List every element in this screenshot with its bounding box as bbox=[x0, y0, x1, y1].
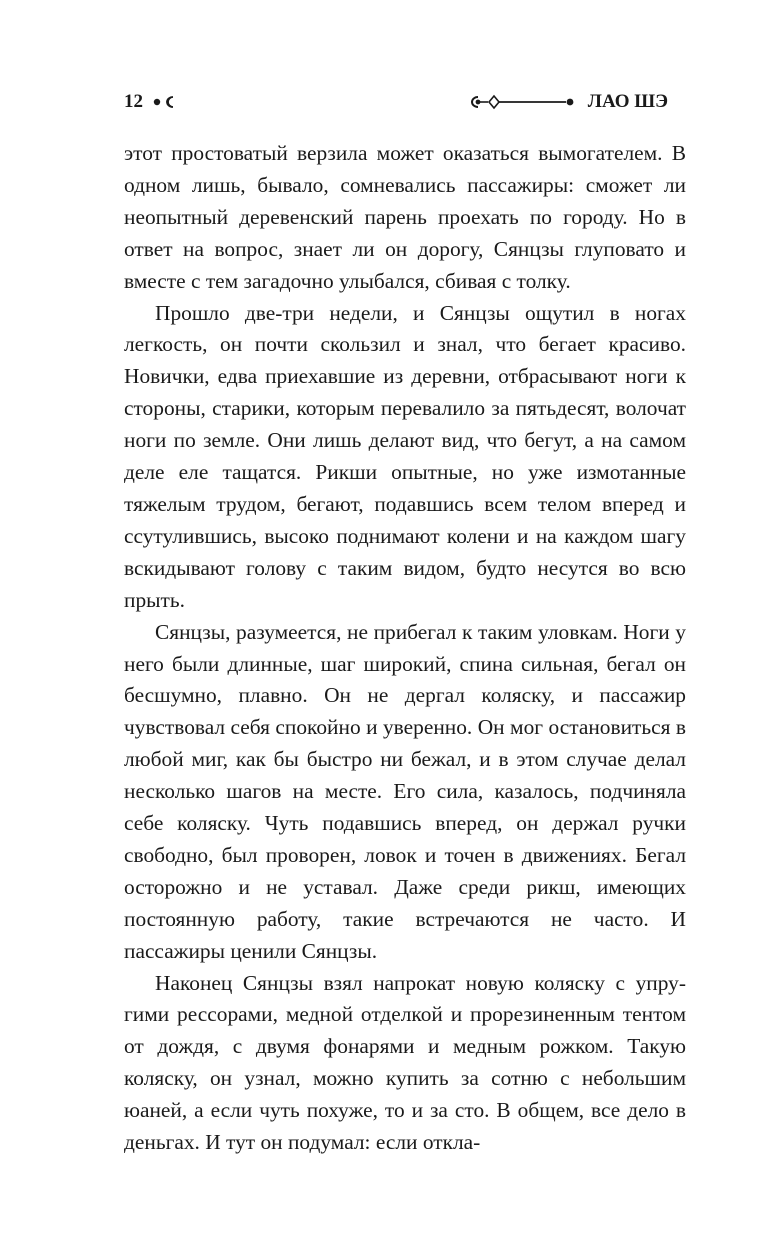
author-name: ЛАО ШЭ bbox=[587, 91, 668, 112]
body-text bbox=[124, 138, 686, 1159]
paragraph-1: этот простоватый верзила может оказаться вымогателем. В одном лишь, бывало, сомневались пассажиры: сможет ли неопытный деревенский парень проехать по городу. Но в ответ на вопрос, знает ли он дорогу, Сянцзы глуповато и вместе с тем загадочно улыбался, сбивая с толку. bbox=[124, 141, 686, 293]
paragraph-4: Наконец Сянцзы взял напрокат новую коляску с упругими рессорами, медной отделкой и прорезиненным тентом от дождя, с двумя фонарями и медным рожком. Такую коляску, он узнал, можно купить за сотню с небольшим юаней, а если чуть похуже, то и за сто. В общем, все дело в деньгах. И тут он подумал: если откла- bbox=[124, 970, 686, 1155]
paragraph-3: Сянцзы, разумеется, не прибегал к таким уловкам. Ноги у него были длинные, шаг широкий, спина сильная, бегал он бесшумно, плавно. Он не дергал коляску, и пассажир чувствовал себя спокойно и уверенно. Он мог остановиться в любой миг, как бы быстро ни бежал, и в этом случае делал несколько шагов на месте. Его сила, казалось, подчиняла себе коляску. Чуть подавшись вперед, он держал ручки свободно, был проворен, ловок и точен в движениях. Бегал осторожно и не уставал. Даже среди рикш, имеющих постоянную работу, такие встречаются не часто. И пассажиры ценили Сянцзы. bbox=[124, 619, 686, 963]
header-right bbox=[468, 91, 668, 113]
page-number: 12 bbox=[124, 91, 143, 112]
running-header bbox=[124, 88, 668, 116]
header-left bbox=[124, 91, 175, 113]
paragraph-2: Прошло две-три недели, и Сянцзы ощутил в ногах легкость, он почти скользил и знал, что бегает красиво. Новички, едва приехавшие из деревни, отбрасывают ноги к стороны, старики, которым перевалило за пятьдесят, волочат ноги по земле. Они лишь делают вид, что бегут, а на самом деле еле тащатся. Рикши опытные, но уже измотанные тяжелым трудом, бегают, подавшись всем телом вперед и ссутулившись, высоко поднимают колени и на каждом шагу вскидывают голову с таким видом, будто несутся во всю прыть. bbox=[124, 300, 686, 612]
ornament-rule-icon bbox=[468, 94, 576, 110]
ornament-left-icon bbox=[153, 95, 175, 109]
